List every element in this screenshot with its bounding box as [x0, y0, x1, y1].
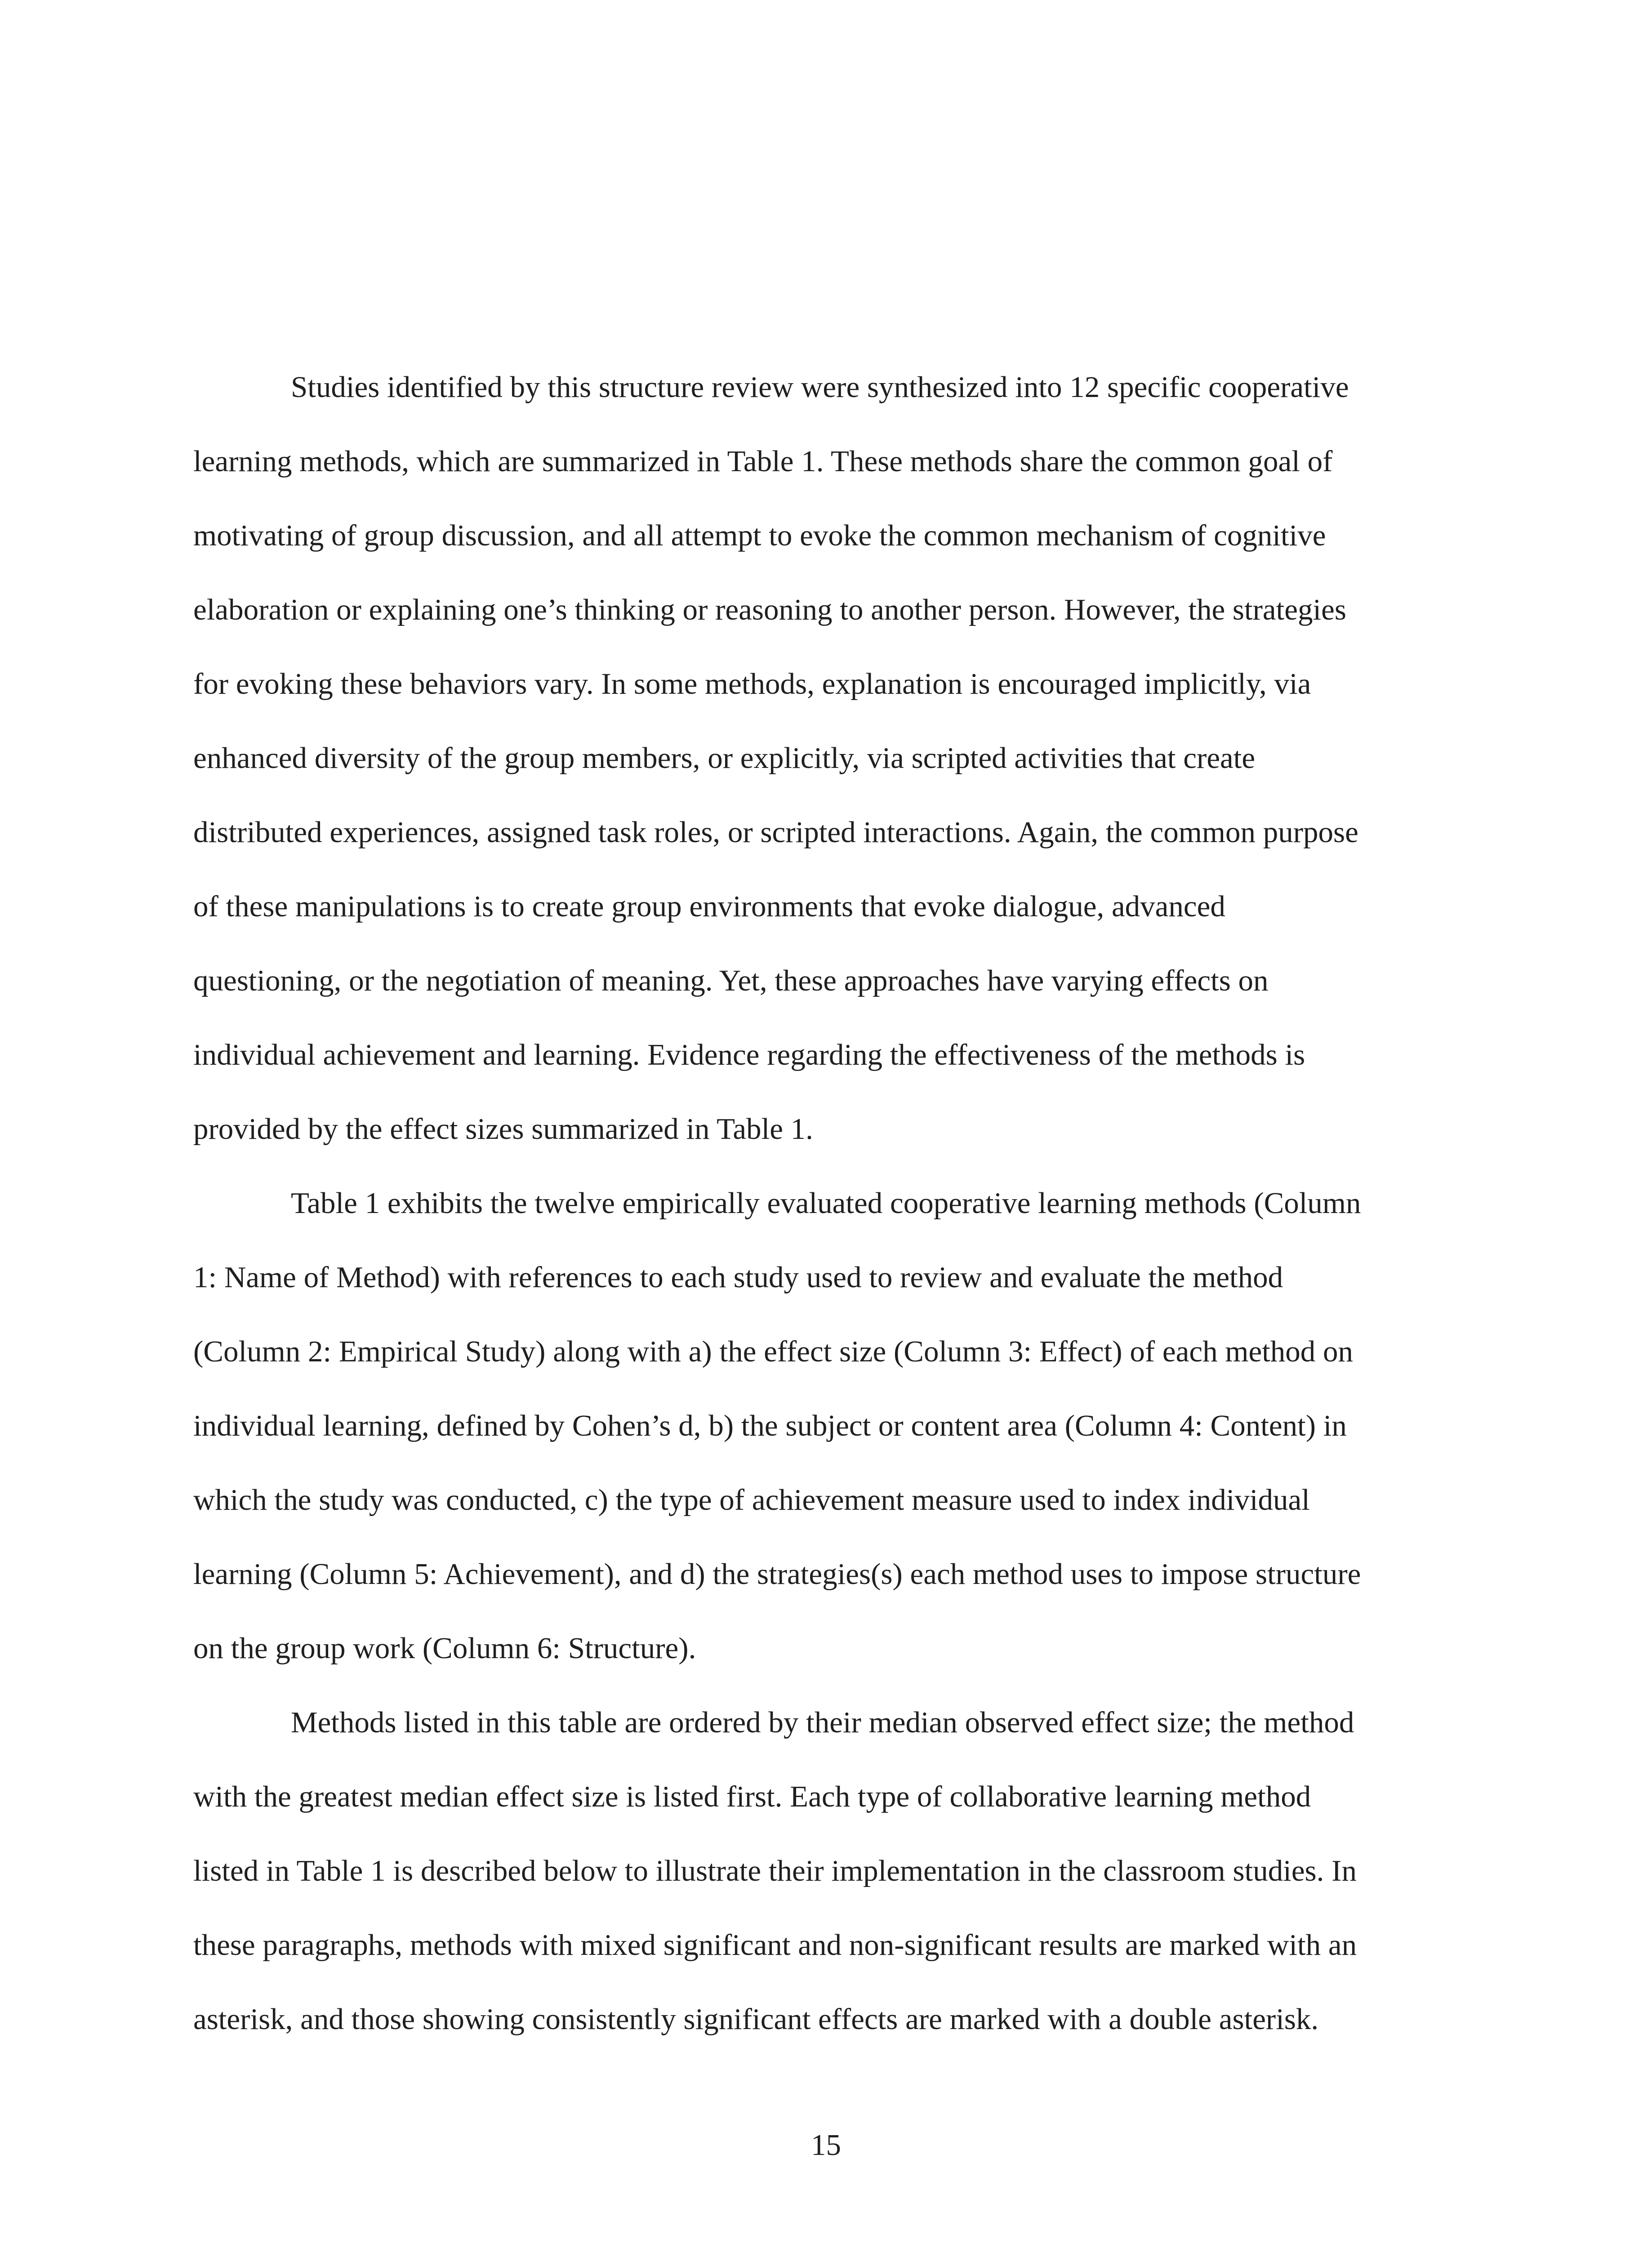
paragraph-1-line-4: elaboration or explaining one’s thinking or reasoning to another person. However, the strategies — [193, 593, 1346, 626]
page-number: 15 — [811, 2128, 841, 2162]
paragraph-1-line-7: distributed experiences, assigned task roles, or scripted interactions. Again, the common purpose — [193, 816, 1358, 849]
paragraph-3-line-1: Methods listed in this table are ordered by their median observed effect size; the method — [291, 1706, 1354, 1739]
paragraph-2-line-4: individual learning, defined by Cohen’s d, b) the subject or content area (Column 4: Content) in — [193, 1409, 1347, 1442]
paragraph-3-line-2: with the greatest median effect size is listed first. Each type of collaborative learning method — [193, 1780, 1311, 1813]
paragraph-1-line-9: questioning, or the negotiation of meaning. Yet, these approaches have varying effects on — [193, 964, 1269, 997]
paragraph-2-line-1: Table 1 exhibits the twelve empirically evaluated cooperative learning methods (Column — [291, 1186, 1361, 1220]
paragraph-2-line-2: 1: Name of Method) with references to each study used to review and evaluate the method — [193, 1261, 1283, 1294]
paragraph-2-line-5: which the study was conducted, c) the type of achievement measure used to index individual — [193, 1483, 1310, 1517]
paragraph-1-line-10: individual achievement and learning. Evidence regarding the effectiveness of the methods is — [193, 1038, 1305, 1071]
paragraph-3-line-3: listed in Table 1 is described below to illustrate their implementation in the classroom studies. In — [193, 1854, 1357, 1887]
paragraph-1-line-3: motivating of group discussion, and all attempt to evoke the common mechanism of cognitive — [193, 519, 1326, 552]
paragraph-1-line-2: learning methods, which are summarized in Table 1. These methods share the common goal of — [193, 445, 1333, 478]
paragraph-3-line-4: these paragraphs, methods with mixed significant and non-significant results are marked with an — [193, 1928, 1357, 1962]
paragraph-2-line-3: (Column 2: Empirical Study) along with a) the effect size (Column 3: Effect) of each method on — [193, 1335, 1354, 1368]
paragraph-3-line-5: asterisk, and those showing consistently significant effects are marked with a double asterisk. — [193, 2003, 1319, 2036]
paragraph-1-line-11: provided by the effect sizes summarized in Table 1. — [193, 1112, 813, 1146]
paragraph-1-line-8: of these manipulations is to create group environments that evoke dialogue, advanced — [193, 890, 1225, 923]
paragraph-1-line-6: enhanced diversity of the group members, or explicitly, via scripted activities that create — [193, 741, 1256, 775]
paragraph-2-line-6: learning (Column 5: Achievement), and d) the strategies(s) each method uses to impose structure — [193, 1557, 1361, 1591]
paragraph-2-line-7: on the group work (Column 6: Structure). — [193, 1632, 696, 1665]
paragraph-1-line-1: Studies identified by this structure review were synthesized into 12 specific cooperative — [291, 370, 1349, 404]
paragraph-1-line-5: for evoking these behaviors vary. In some methods, explanation is encouraged implicitly, via — [193, 667, 1311, 700]
